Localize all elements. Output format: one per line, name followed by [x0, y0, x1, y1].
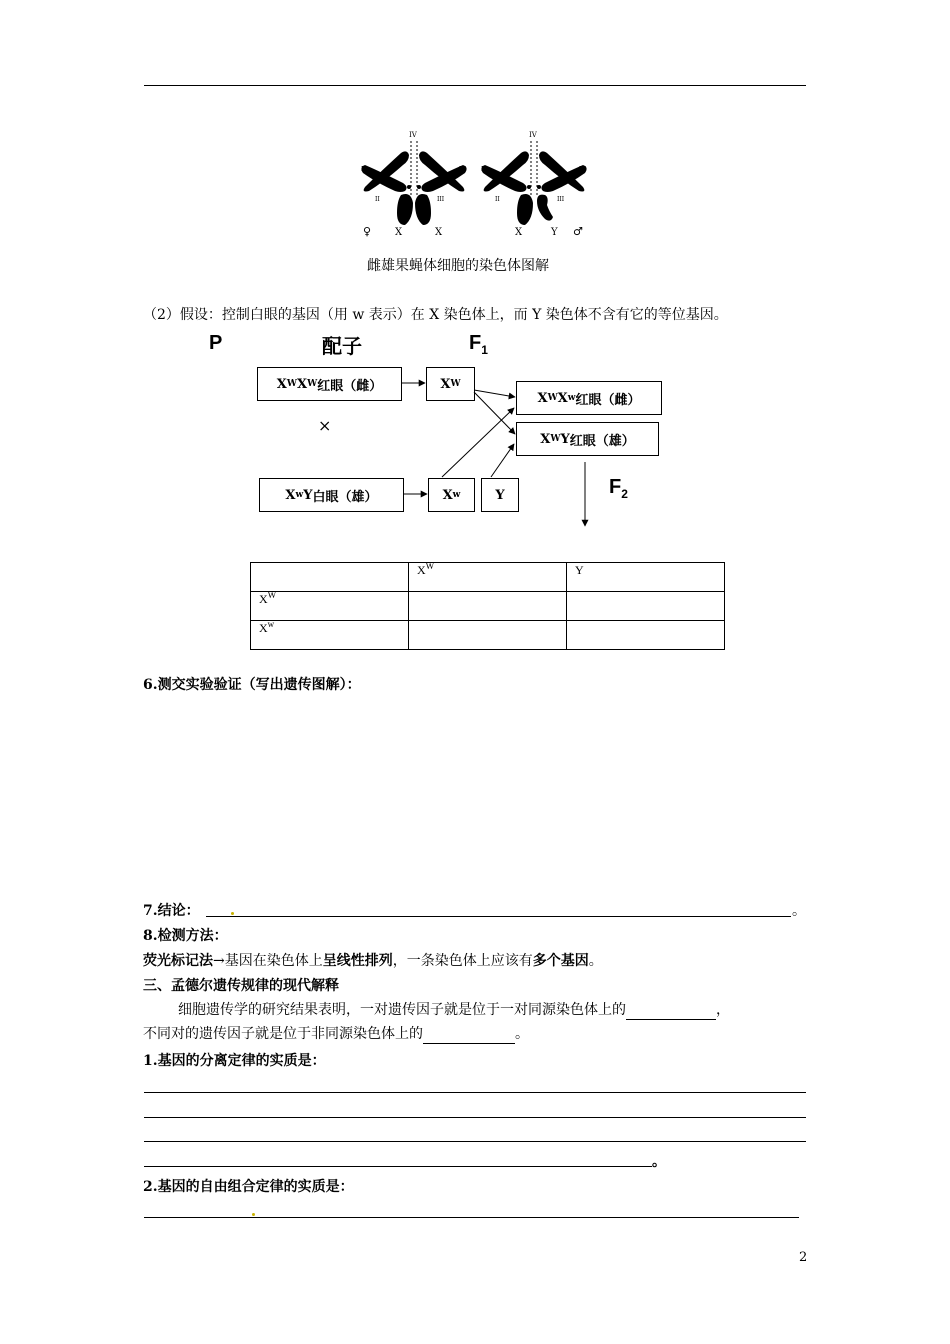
- p2-x: X: [285, 487, 296, 503]
- header-f2-sub: 2: [621, 487, 628, 501]
- fluor-many-genes: 多个基因: [532, 953, 589, 969]
- fluor-linear: 呈线性排列: [322, 953, 393, 969]
- punnett-square: [250, 562, 725, 650]
- label-ii: II: [481, 166, 486, 173]
- chr-x-1: X: [395, 227, 403, 238]
- table-header-xw: [409, 563, 567, 592]
- marker-dot: [231, 912, 234, 915]
- f1-male-box: X W Y 红眼（雄）: [516, 422, 659, 456]
- p2-y: Y: [303, 487, 313, 503]
- parent-female-box: X W X W 红眼（雌）: [257, 367, 402, 401]
- diagram-arrows: [0, 0, 950, 560]
- table-cell-blank[interactable]: [409, 592, 567, 621]
- fluor-method: 荧光标记法: [143, 953, 213, 969]
- blank-2[interactable]: [423, 1025, 515, 1044]
- f1b-y: Y: [560, 431, 570, 447]
- table-cell-corner: [251, 563, 409, 592]
- label-iii-small: III: [557, 196, 565, 203]
- answer-line[interactable]: [144, 1217, 799, 1218]
- fluor-text-d: ，一条染色体上应该有: [392, 953, 533, 969]
- label-ii-small: II: [495, 196, 500, 203]
- fluor-text-f: 。: [588, 953, 603, 969]
- row2-sup: w: [267, 619, 275, 629]
- marker-dot: [252, 1213, 255, 1216]
- answer-line[interactable]: [144, 1141, 806, 1142]
- header-p: P: [209, 332, 223, 354]
- paragraph-line-1: [178, 1001, 730, 1020]
- header-f1-sub: 1: [481, 343, 488, 357]
- male-symbol: ♂: [573, 225, 583, 238]
- header-f2-text: F: [609, 476, 622, 498]
- label-iv: IV: [409, 131, 417, 139]
- parent-male-box: X w Y 白眼（雄）: [259, 478, 404, 512]
- table-cell-blank[interactable]: [409, 621, 567, 650]
- hypothesis-text: （2）假设：控制白眼的基因（用 w 表示）在 X 染色体上，而 Y 染色体不含有它的等位基因。: [143, 307, 728, 323]
- question-6: 6.测交实验验证（写出遗传图解）：: [143, 677, 361, 693]
- question-7-end: 。: [792, 903, 806, 919]
- p1-label: 红眼（雌）: [317, 378, 383, 394]
- female-symbol: ♀: [363, 225, 372, 238]
- col2-y: Y: [575, 563, 584, 577]
- table-cell-blank[interactable]: [567, 592, 725, 621]
- para2-end: 。: [515, 1026, 529, 1042]
- f1a-x: X: [537, 390, 548, 406]
- answer-line[interactable]: [144, 1117, 806, 1118]
- label-iii: III: [579, 166, 587, 173]
- table-row-header-xw: [251, 592, 409, 621]
- f1a-x2: X: [557, 390, 568, 406]
- f1b-label: 红眼（雄）: [569, 433, 635, 449]
- question-8: 8.检测方法：: [143, 928, 228, 944]
- page-number: 2: [799, 1250, 808, 1265]
- question-1: 1.基因的分离定律的实质是：: [143, 1053, 326, 1069]
- f1b-x: X: [540, 431, 551, 447]
- para1-text: 细胞遗传学的研究结果表明，一对遗传因子就是位于一对同源染色体上的: [178, 1002, 626, 1018]
- answer-line[interactable]: [144, 1166, 652, 1167]
- label-ii-small: II: [375, 196, 380, 203]
- gamete-xw-box: X W: [426, 367, 475, 401]
- label-iii: III: [459, 166, 467, 173]
- figure-caption: 雌雄果蝇体细胞的染色体图解: [367, 258, 549, 274]
- table-row-header-xw-lower: [251, 621, 409, 650]
- question-1-end: 。: [652, 1154, 666, 1170]
- cross-symbol: ×: [318, 416, 332, 435]
- g3-y: Y: [495, 487, 505, 503]
- paragraph-line-2: [143, 1025, 529, 1044]
- para1-end: ，: [716, 1002, 730, 1018]
- chr-x-2: X: [435, 227, 443, 238]
- blank-1[interactable]: [626, 1001, 716, 1020]
- p1-x2: X: [296, 376, 308, 392]
- label-ii: II: [361, 166, 366, 173]
- answer-line[interactable]: [144, 1092, 806, 1093]
- table-row: [251, 563, 725, 592]
- table-header-y: [567, 563, 725, 592]
- row1-sup: W: [267, 590, 277, 600]
- para2-text: 不同对的遗传因子就是位于非同源染色体上的: [143, 1026, 423, 1042]
- f1a-label: 红眼（雌）: [575, 392, 641, 408]
- table-cell-blank[interactable]: [567, 621, 725, 650]
- g2-x: X: [442, 487, 453, 503]
- chr-y: Y: [551, 227, 558, 238]
- g1-x: X: [440, 376, 451, 392]
- table-row: [251, 592, 725, 621]
- row1-x: X: [259, 592, 268, 606]
- label-iii-small: III: [437, 196, 445, 203]
- question-2: 2.基因的自由组合定律的实质是：: [143, 1179, 354, 1195]
- header-f1-text: F: [469, 332, 482, 354]
- section-3-title: 三、孟德尔遗传规律的现代解释: [143, 978, 339, 994]
- p2-label: 白眼（雄）: [312, 489, 378, 505]
- row2-x: X: [259, 621, 268, 635]
- header-gamete-text: 配子: [322, 334, 362, 358]
- answer-line-7[interactable]: [206, 916, 791, 917]
- chr-x: X: [515, 227, 523, 238]
- p1-x: X: [276, 376, 287, 392]
- col1-x: X: [417, 563, 426, 577]
- fluorescence-line: [143, 952, 603, 970]
- gamete-xw-lower-box: X w: [428, 478, 475, 512]
- label-iv: IV: [529, 131, 537, 139]
- f1-female-box: X W X w 红眼（雌）: [516, 381, 662, 415]
- table-row: [251, 621, 725, 650]
- question-7-label: 7.结论：: [143, 903, 200, 919]
- fluor-text-b: →基因在染色体上: [213, 953, 323, 969]
- col1-sup: W: [425, 561, 435, 571]
